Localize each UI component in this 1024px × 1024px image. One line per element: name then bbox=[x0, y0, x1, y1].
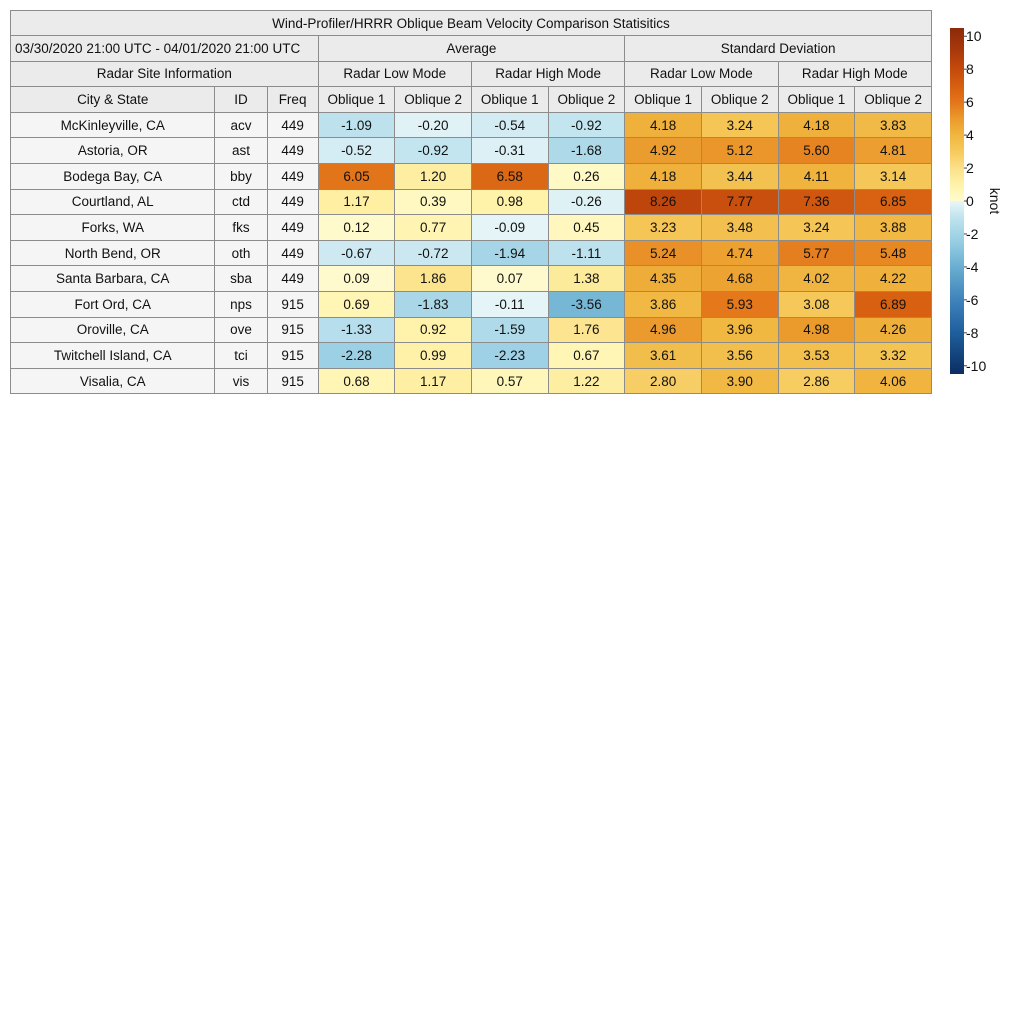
beam-column-header: Oblique 2 bbox=[548, 87, 625, 113]
stddev-value-cell: 5.48 bbox=[855, 240, 932, 266]
stddev-value-cell: 6.85 bbox=[855, 189, 932, 215]
average-value-cell: -1.59 bbox=[471, 317, 548, 343]
site-id-cell: ove bbox=[215, 317, 267, 343]
stddev-value-cell: 4.26 bbox=[855, 317, 932, 343]
table-row bbox=[11, 317, 932, 343]
stddev-value-cell: 8.26 bbox=[625, 189, 702, 215]
average-value-cell: 6.05 bbox=[318, 163, 395, 189]
average-value-cell: -1.09 bbox=[318, 112, 395, 138]
beam-column-header: Oblique 2 bbox=[395, 87, 472, 113]
average-value-cell: 1.17 bbox=[395, 368, 472, 394]
stddev-value-cell: 4.18 bbox=[778, 112, 855, 138]
average-value-cell: -0.52 bbox=[318, 138, 395, 164]
site-id-cell: bby bbox=[215, 163, 267, 189]
beam-column-header: Oblique 1 bbox=[625, 87, 702, 113]
site-freq-cell: 449 bbox=[267, 266, 318, 292]
stddev-value-cell: 3.23 bbox=[625, 215, 702, 241]
stddev-value-cell: 4.96 bbox=[625, 317, 702, 343]
table-row bbox=[11, 266, 932, 292]
site-freq-cell: 449 bbox=[267, 138, 318, 164]
stddev-value-cell: 3.86 bbox=[625, 291, 702, 317]
average-value-cell: 6.58 bbox=[471, 163, 548, 189]
colorbar-tick-label: 2 bbox=[966, 160, 974, 177]
stddev-value-cell: 3.90 bbox=[701, 368, 778, 394]
stddev-value-cell: 3.56 bbox=[701, 343, 778, 369]
stddev-value-cell: 3.24 bbox=[701, 112, 778, 138]
average-value-cell: -0.26 bbox=[548, 189, 625, 215]
site-id-cell: tci bbox=[215, 343, 267, 369]
beam-column-header: Oblique 2 bbox=[855, 87, 932, 113]
site-city-cell: Santa Barbara, CA bbox=[11, 266, 215, 292]
colorbar-tick-label: -4 bbox=[966, 258, 979, 275]
average-value-cell: -0.92 bbox=[548, 112, 625, 138]
stats-table bbox=[10, 10, 932, 394]
stddev-value-cell: 5.12 bbox=[701, 138, 778, 164]
stddev-value-cell: 3.53 bbox=[778, 343, 855, 369]
stddev-value-cell: 4.18 bbox=[625, 163, 702, 189]
beam-column-header: Oblique 2 bbox=[701, 87, 778, 113]
average-value-cell: -0.31 bbox=[471, 138, 548, 164]
average-value-cell: 0.26 bbox=[548, 163, 625, 189]
site-city-cell: McKinleyville, CA bbox=[11, 112, 215, 138]
stddev-value-cell: 4.92 bbox=[625, 138, 702, 164]
colorbar-tick-label: 6 bbox=[966, 94, 974, 111]
table-row bbox=[11, 138, 932, 164]
average-value-cell: 0.12 bbox=[318, 215, 395, 241]
site-id-cell: ctd bbox=[215, 189, 267, 215]
date-range: 03/30/2020 21:00 UTC - 04/01/2020 21:00 UTC bbox=[11, 36, 319, 62]
colorbar-tick-label: 0 bbox=[966, 193, 974, 209]
average-value-cell: -2.23 bbox=[471, 343, 548, 369]
site-city-cell: Bodega Bay, CA bbox=[11, 163, 215, 189]
site-id-cell: fks bbox=[215, 215, 267, 241]
stddev-value-cell: 3.61 bbox=[625, 343, 702, 369]
stddev-value-cell: 4.35 bbox=[625, 266, 702, 292]
average-value-cell: -2.28 bbox=[318, 343, 395, 369]
stddev-value-cell: 4.06 bbox=[855, 368, 932, 394]
average-value-cell: -1.33 bbox=[318, 317, 395, 343]
colorbar bbox=[950, 28, 1020, 378]
table-row bbox=[11, 368, 932, 394]
table-row bbox=[11, 189, 932, 215]
average-value-cell: -0.11 bbox=[471, 291, 548, 317]
average-value-cell: -3.56 bbox=[548, 291, 625, 317]
site-id-cell: sba bbox=[215, 266, 267, 292]
group-stddev-header: Standard Deviation bbox=[625, 36, 932, 62]
average-value-cell: 1.76 bbox=[548, 317, 625, 343]
average-value-cell: 1.20 bbox=[395, 163, 472, 189]
std-low-mode-header: Radar Low Mode bbox=[625, 61, 778, 87]
average-value-cell: 0.77 bbox=[395, 215, 472, 241]
std-high-mode-header: Radar High Mode bbox=[778, 61, 931, 87]
average-value-cell: 1.38 bbox=[548, 266, 625, 292]
site-id-cell: oth bbox=[215, 240, 267, 266]
stddev-value-cell: 7.36 bbox=[778, 189, 855, 215]
stddev-value-cell: 7.77 bbox=[701, 189, 778, 215]
site-freq-cell: 449 bbox=[267, 240, 318, 266]
average-value-cell: 0.69 bbox=[318, 291, 395, 317]
average-value-cell: -0.54 bbox=[471, 112, 548, 138]
beam-column-header: Oblique 1 bbox=[318, 87, 395, 113]
average-value-cell: 1.17 bbox=[318, 189, 395, 215]
site-city-cell: Forks, WA bbox=[11, 215, 215, 241]
stddev-value-cell: 4.74 bbox=[701, 240, 778, 266]
site-city-cell: Oroville, CA bbox=[11, 317, 215, 343]
stddev-value-cell: 4.22 bbox=[855, 266, 932, 292]
city-column-header: City & State bbox=[11, 87, 215, 113]
average-value-cell: 0.92 bbox=[395, 317, 472, 343]
site-city-cell: Visalia, CA bbox=[11, 368, 215, 394]
site-freq-cell: 449 bbox=[267, 189, 318, 215]
average-value-cell: 1.22 bbox=[548, 368, 625, 394]
average-value-cell: -1.94 bbox=[471, 240, 548, 266]
table-row bbox=[11, 240, 932, 266]
stddev-value-cell: 3.96 bbox=[701, 317, 778, 343]
site-city-cell: Twitchell Island, CA bbox=[11, 343, 215, 369]
colorbar-tick-label: -6 bbox=[966, 291, 979, 308]
colorbar-tick-label: -10 bbox=[966, 357, 987, 374]
stddev-value-cell: 4.68 bbox=[701, 266, 778, 292]
average-value-cell: 0.45 bbox=[548, 215, 625, 241]
average-value-cell: 0.39 bbox=[395, 189, 472, 215]
average-value-cell: 0.98 bbox=[471, 189, 548, 215]
stddev-value-cell: 5.24 bbox=[625, 240, 702, 266]
stddev-value-cell: 2.80 bbox=[625, 368, 702, 394]
stddev-value-cell: 3.44 bbox=[701, 163, 778, 189]
stddev-value-cell: 4.98 bbox=[778, 317, 855, 343]
site-freq-cell: 449 bbox=[267, 215, 318, 241]
site-info-header: Radar Site Information bbox=[11, 61, 319, 87]
colorbar-ticks bbox=[964, 28, 986, 374]
site-city-cell: North Bend, OR bbox=[11, 240, 215, 266]
average-value-cell: 0.67 bbox=[548, 343, 625, 369]
table-row bbox=[11, 343, 932, 369]
colorbar-gradient bbox=[950, 28, 964, 374]
stddev-value-cell: 4.11 bbox=[778, 163, 855, 189]
id-column-header: ID bbox=[215, 87, 267, 113]
site-id-cell: acv bbox=[215, 112, 267, 138]
average-value-cell: 0.57 bbox=[471, 368, 548, 394]
site-freq-cell: 915 bbox=[267, 368, 318, 394]
stddev-value-cell: 6.89 bbox=[855, 291, 932, 317]
average-value-cell: 0.99 bbox=[395, 343, 472, 369]
stddev-value-cell: 5.60 bbox=[778, 138, 855, 164]
beam-column-header: Oblique 1 bbox=[778, 87, 855, 113]
colorbar-tick-label: 8 bbox=[966, 61, 974, 78]
average-value-cell: 0.68 bbox=[318, 368, 395, 394]
average-value-cell: 0.09 bbox=[318, 266, 395, 292]
table-row bbox=[11, 112, 932, 138]
site-id-cell: ast bbox=[215, 138, 267, 164]
freq-column-header: Freq bbox=[267, 87, 318, 113]
stddev-value-cell: 3.08 bbox=[778, 291, 855, 317]
stddev-value-cell: 2.86 bbox=[778, 368, 855, 394]
stddev-value-cell: 4.18 bbox=[625, 112, 702, 138]
average-value-cell: -1.83 bbox=[395, 291, 472, 317]
colorbar-tick-label: -8 bbox=[966, 324, 979, 341]
average-value-cell: 1.86 bbox=[395, 266, 472, 292]
stddev-value-cell: 5.93 bbox=[701, 291, 778, 317]
site-freq-cell: 915 bbox=[267, 343, 318, 369]
average-value-cell: -0.20 bbox=[395, 112, 472, 138]
site-city-cell: Astoria, OR bbox=[11, 138, 215, 164]
colorbar-tick-label: 4 bbox=[966, 127, 974, 144]
stddev-value-cell: 5.77 bbox=[778, 240, 855, 266]
stddev-value-cell: 4.02 bbox=[778, 266, 855, 292]
site-id-cell: vis bbox=[215, 368, 267, 394]
colorbar-label: knot bbox=[987, 187, 1003, 215]
site-id-cell: nps bbox=[215, 291, 267, 317]
average-value-cell: -1.68 bbox=[548, 138, 625, 164]
colorbar-tick-label: -2 bbox=[966, 225, 979, 242]
table-row bbox=[11, 215, 932, 241]
site-freq-cell: 449 bbox=[267, 112, 318, 138]
group-average-header: Average bbox=[318, 36, 625, 62]
table-title: Wind-Profiler/HRRR Oblique Beam Velocity Comparison Statisitics bbox=[11, 11, 932, 36]
site-freq-cell: 915 bbox=[267, 291, 318, 317]
stddev-value-cell: 3.88 bbox=[855, 215, 932, 241]
site-city-cell: Fort Ord, CA bbox=[11, 291, 215, 317]
data-rows bbox=[11, 112, 932, 394]
stddev-value-cell: 3.32 bbox=[855, 343, 932, 369]
site-freq-cell: 915 bbox=[267, 317, 318, 343]
stddev-value-cell: 3.14 bbox=[855, 163, 932, 189]
avg-high-mode-header: Radar High Mode bbox=[471, 61, 624, 87]
average-value-cell: 0.07 bbox=[471, 266, 548, 292]
average-value-cell: -0.72 bbox=[395, 240, 472, 266]
stddev-value-cell: 3.83 bbox=[855, 112, 932, 138]
stddev-value-cell: 3.48 bbox=[701, 215, 778, 241]
stddev-value-cell: 4.81 bbox=[855, 138, 932, 164]
avg-low-mode-header: Radar Low Mode bbox=[318, 61, 471, 87]
average-value-cell: -0.67 bbox=[318, 240, 395, 266]
table-row bbox=[11, 163, 932, 189]
beam-column-header: Oblique 1 bbox=[471, 87, 548, 113]
average-value-cell: -0.92 bbox=[395, 138, 472, 164]
stddev-value-cell: 3.24 bbox=[778, 215, 855, 241]
site-city-cell: Courtland, AL bbox=[11, 189, 215, 215]
average-value-cell: -1.11 bbox=[548, 240, 625, 266]
site-freq-cell: 449 bbox=[267, 163, 318, 189]
table-row bbox=[11, 291, 932, 317]
average-value-cell: -0.09 bbox=[471, 215, 548, 241]
colorbar-tick-label: 10 bbox=[966, 28, 982, 45]
